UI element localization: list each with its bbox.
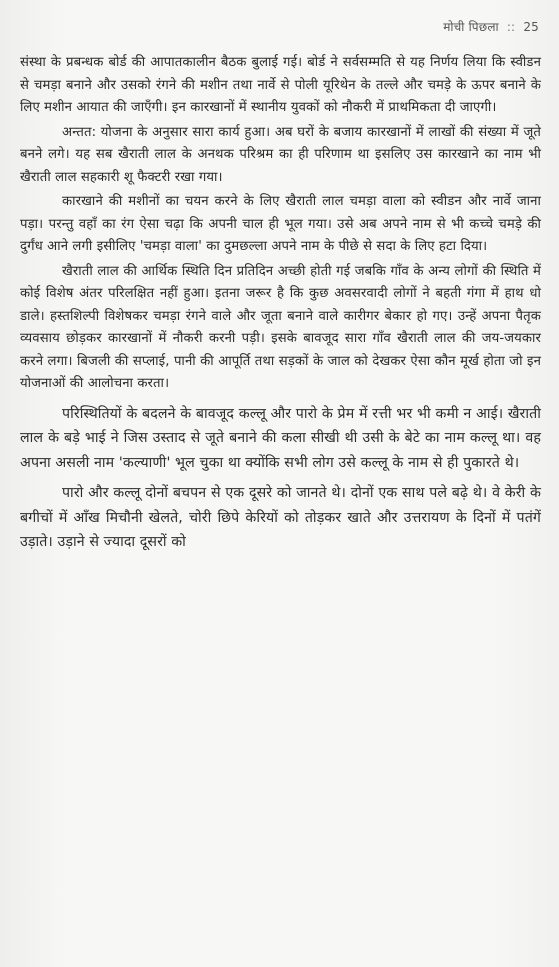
running-header xyxy=(443,18,539,35)
paragraph-6: पारो और कल्लू दोनों बचपन से एक दूसरे को जानते थे। दोनों एक साथ पले बढ़े थे। वे केरी के बगीचों में आँख मिचौनी खेलते, चोरी छिपे केरियों को तोड़कर खाते और उत्तरायण के दिनों में पतंगें उड़ाते। उड़ाने से ज्यादा दूसरों को xyxy=(20,485,541,550)
book-title: मोची पिछला xyxy=(443,20,499,34)
header-separator: :: xyxy=(506,20,516,34)
body-text-lower xyxy=(20,402,541,555)
paragraph-1: संस्था के प्रबन्धक बोर्ड की आपातकालीन बैठक बुलाई गई। बोर्ड ने सर्वसम्मति से यह निर्णय लिया कि स्वीडन से चमड़ा बनाने और उसको रंगने की मशीन तथा नार्वे से पोली यूरिथेन के तल्ले और चमड़े के ऊपर बनाने के लिए मशीन आयात की जाएँगी। इन कारखानों में स्थानीय युवकों को नौकरी में प्राथमिकता दी जाएगी। xyxy=(20,55,541,115)
paragraph-5: परिस्थितियों के बदलने के बावजूद कल्लू और पारो के प्रेम में रत्ती भर भी कमी न आई। खैराती लाल के बड़े भाई ने जिस उस्ताद से जूते बनाने की कला सीखी थी उसी के बेटे का नाम कल्लू था। वह अपना असली नाम 'कल्याणी' भूल चुका था क्योंकि सभी लोग उसे कल्लू के नाम से ही पुकारते थे। xyxy=(20,405,541,471)
paragraph-2: अन्तत: योजना के अनुसार सारा कार्य हुआ। अब घरों के बजाय कारखानों में लाखों की संख्या में जूते बनने लगे। यह सब खैराती लाल के अनथक परिश्रम का ही परिणाम था इसलिए उस कारखाने का नाम भी खैराती लाल सहकारी शू फैक्टरी रखा गया। xyxy=(20,124,541,185)
body-text-upper xyxy=(20,52,541,396)
paragraph-3: कारखाने की मशीनों का चयन करने के लिए खैराती लाल चमड़ा वाला को स्वीडन और नार्वे जाना पड़ा। परन्तु वहाँ का रंग ऐसा चढ़ा कि अपनी चाल ही भूल गया। उसे अब अपने नाम से भी कच्चे चमड़े की दुर्गंध आने लगी इसीलिए 'चमड़ा वाला' का दुमछल्ला अपने नाम के पीछे से सदा के लिए हटा दिया। xyxy=(20,194,541,254)
paragraph-4: खैराती लाल की आर्थिक स्थिति दिन प्रतिदिन अच्छी होती गई जबकि गाँव के अन्य लोगों की स्थिति में कोई विशेष अंतर परिलक्षित नहीं हुआ। इतना जरूर है कि कुछ अवसरवादी लोगों ने बहती गंगा में हाथ धो डाले। हस्तशिल्पी विशेषकर चमड़ा रंगने वाले और जूता बनाने वाले कारीगर बेकार हो गए। उन्हें अपना पैतृक व्यवसाय छोड़कर कारखानों में नौकरी करनी पड़ी। इसके बावजूद सारा गाँव खैराती लाल की जय-जयकार करने लगा। बिजली की सप्लाई, पानी की आपूर्ति तथा सड़कों के जाल को देखकर ऐसा कौन मूर्ख होता जो इन योजनाओं की आलोचना करता। xyxy=(20,263,541,391)
page-number: 25 xyxy=(523,20,539,34)
